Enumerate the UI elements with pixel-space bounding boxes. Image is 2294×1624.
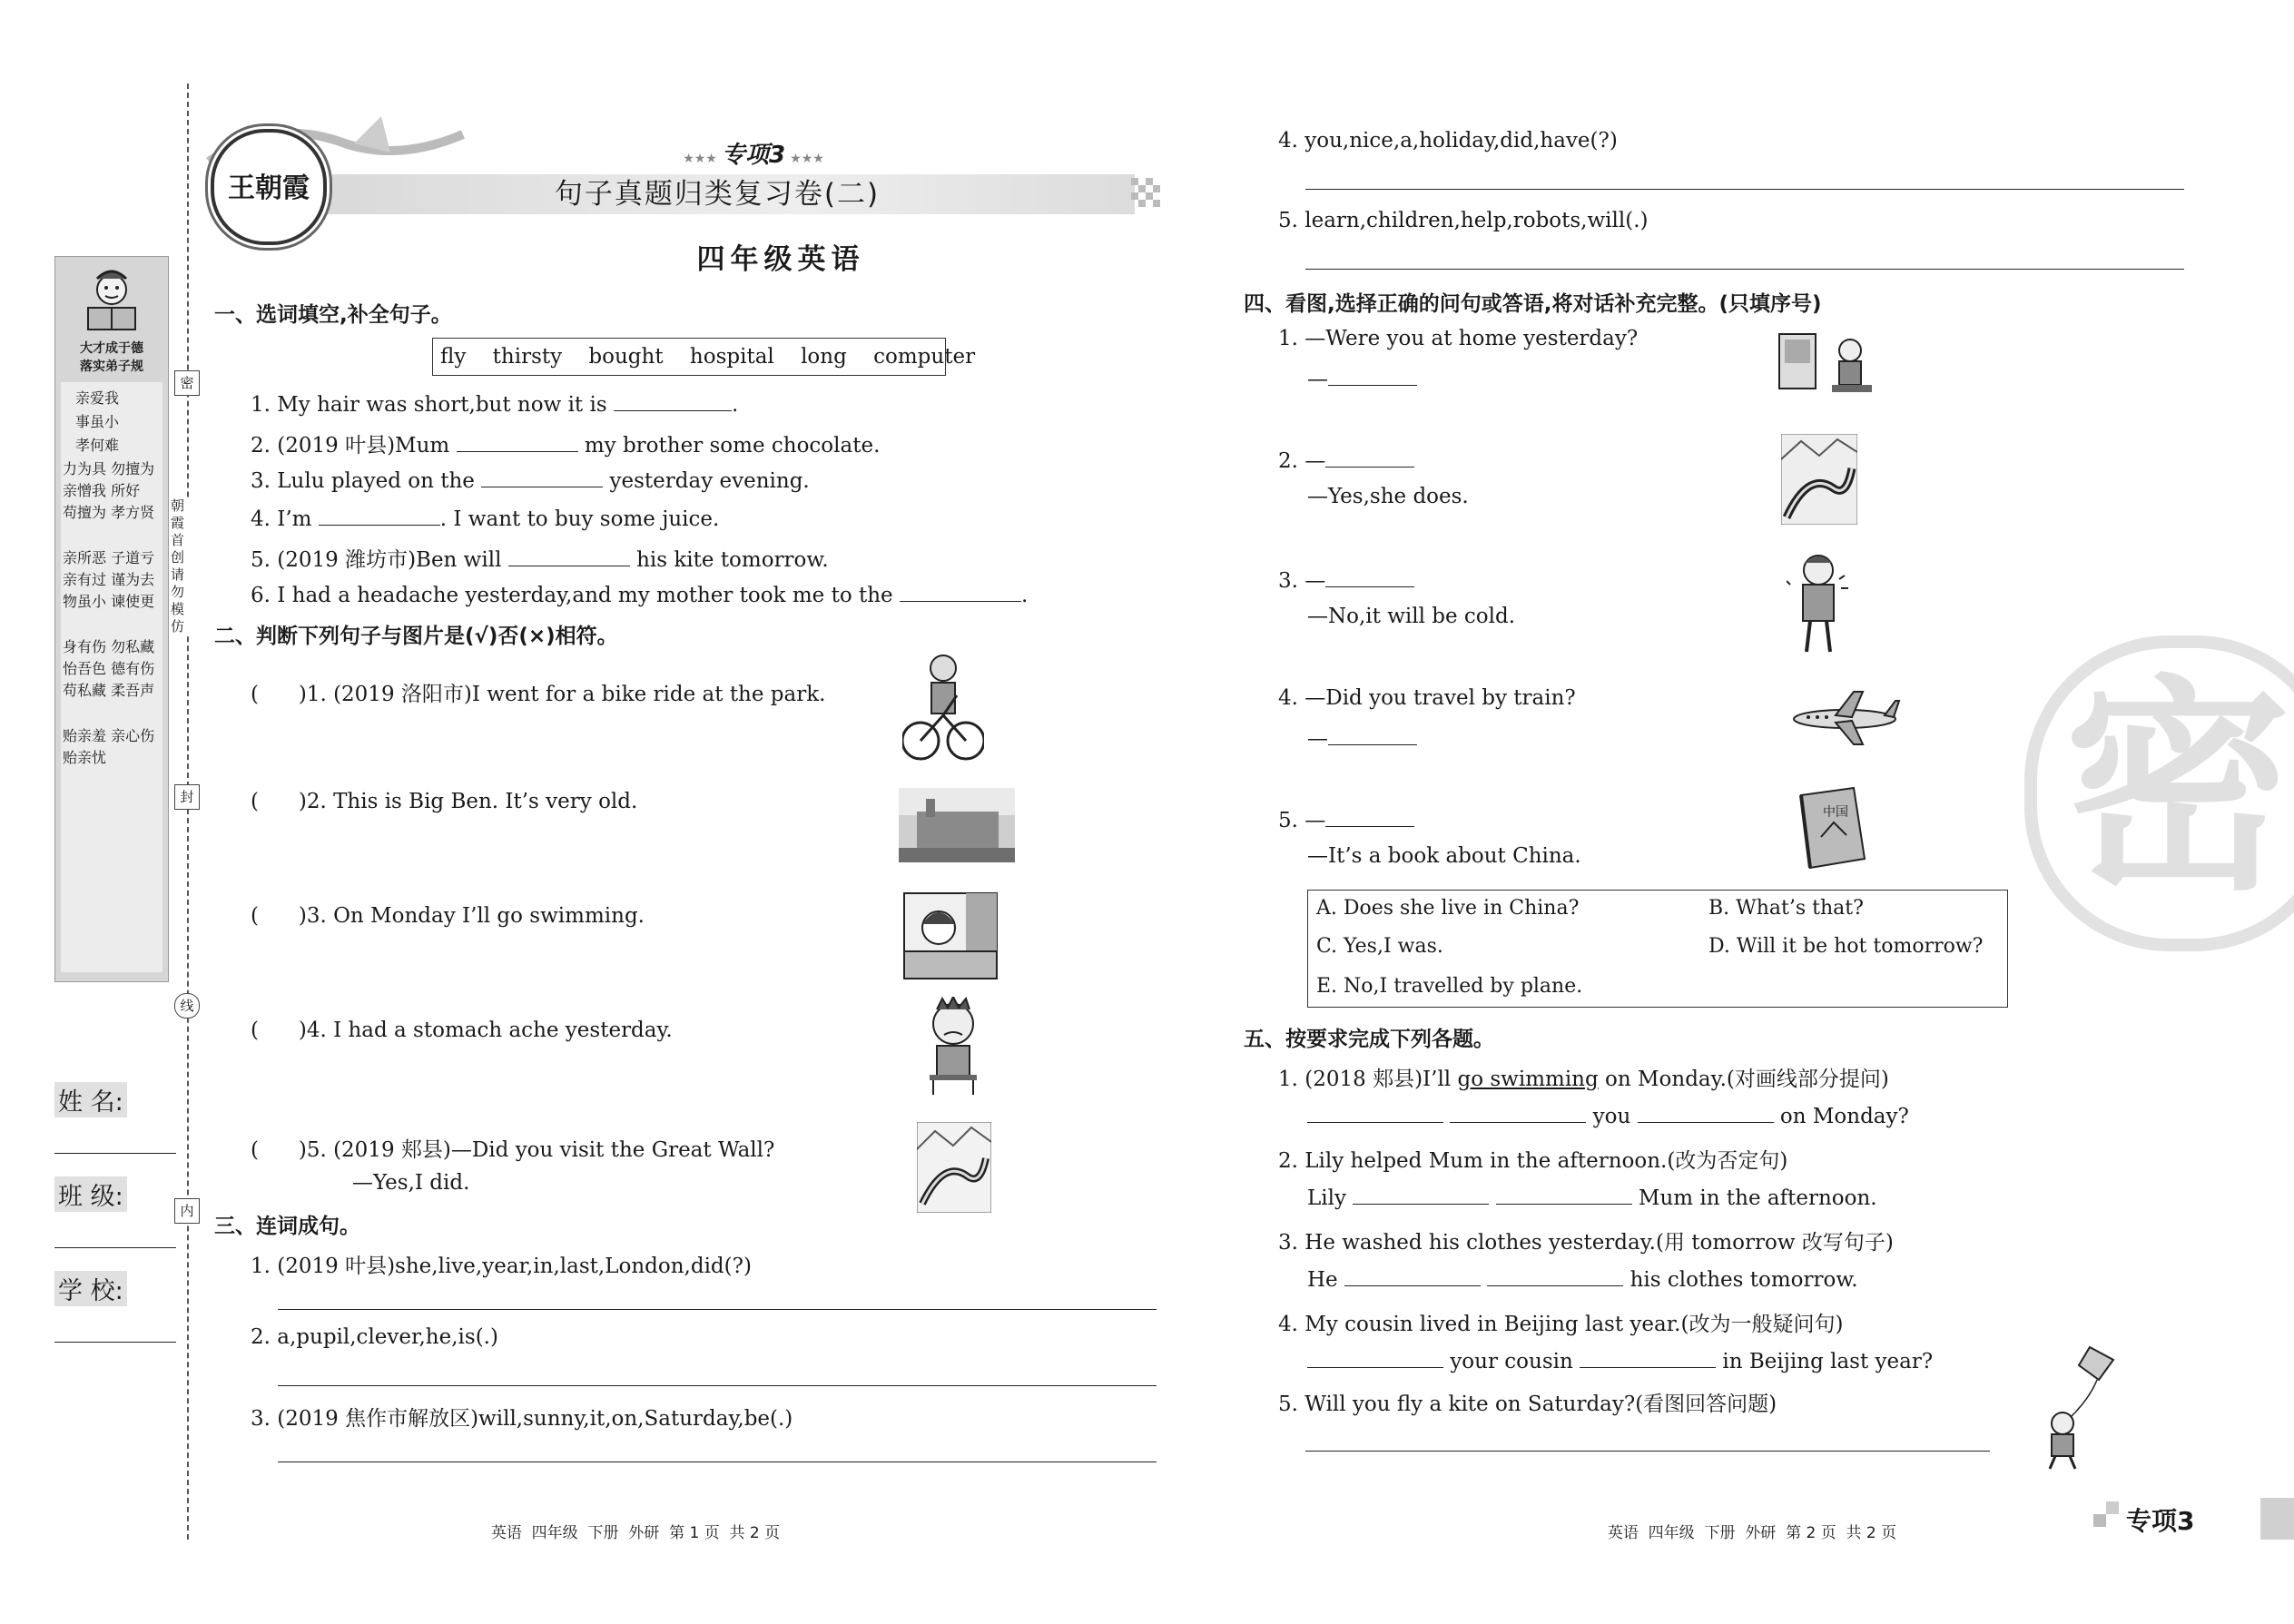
question-text: . (1020, 584, 1029, 607)
s1-q3 (251, 467, 810, 493)
boy-home-picture (1777, 330, 1874, 401)
s2-item4 (251, 1019, 673, 1042)
question-text: . I want to buy some juice. (439, 507, 720, 531)
answer-word: you (1592, 1105, 1631, 1128)
dialog-dash: 5. — (1278, 809, 1326, 832)
answer-blank[interactable] (1487, 1265, 1623, 1286)
verse-row (63, 638, 161, 656)
seal-mark-1: 密 (174, 370, 200, 396)
building-picture (899, 788, 1015, 862)
s3-q3: 3. (2019 焦作市解放区)will,sunny,it,on,Saturday,be(.) (251, 1407, 793, 1431)
section1-heading: 一、选词填空,补全句子。 (214, 303, 452, 327)
motto-panel (54, 256, 169, 982)
cold-boy-picture (1787, 552, 1850, 657)
answer-paren[interactable]: ( (251, 1019, 299, 1042)
star-icon: ★★★ (790, 152, 824, 166)
s4-item3-line2: —No,it will be cold. (1307, 605, 1516, 628)
verse-line: 物虽小 (63, 593, 107, 610)
s5-q4-answer (1307, 1347, 1933, 1373)
answer-blank[interactable] (1325, 447, 1414, 468)
answer-blank[interactable] (481, 467, 603, 487)
s2-item2 (251, 790, 637, 813)
word-bank-word: computer (873, 345, 976, 369)
s1-q2 (251, 428, 880, 458)
s1-q4 (251, 505, 719, 531)
page-subtitle: 四年级英语 (696, 243, 865, 276)
option-e: E. No,I travelled by plane. (1316, 975, 1583, 998)
verse-row (63, 682, 161, 700)
s2-item3 (251, 904, 645, 928)
s1-q5 (251, 543, 829, 573)
verse-line: 谏使更 (111, 593, 155, 610)
word-bank-word: fly (440, 345, 467, 369)
dialog-dash: — (1307, 727, 1328, 751)
s3-q4-answer-line[interactable] (1305, 189, 2184, 190)
tab-pattern (2106, 1501, 2119, 1514)
verse-line: 孝何难 (75, 437, 120, 454)
class-label: 班 级: (54, 1176, 127, 1212)
verse-row (63, 571, 161, 589)
verse-line: 亲心伤 (111, 727, 155, 744)
verse-line: 谨为去 (111, 571, 155, 588)
question-text: his kite tomorrow. (636, 548, 829, 572)
section3-heading: 三、连词成句。 (214, 1215, 360, 1238)
binding-line (187, 84, 189, 1540)
question-text: )4. I had a stomach ache yesterday. (298, 1019, 673, 1042)
verse-row (63, 660, 161, 678)
s2-item5 (251, 1133, 774, 1163)
seal-mark-2: 封 (174, 784, 200, 810)
answer-blank[interactable] (319, 505, 440, 526)
question-text: )5. (2019 郏县)—Did you visit the Great Wall? (298, 1138, 775, 1162)
s5-q2: 2. Lily helped Mum in the afternoon.(改为否定句) (1278, 1149, 1788, 1173)
series-label-row (635, 136, 871, 170)
answer-blank[interactable] (1307, 1102, 1443, 1123)
s1-q1 (251, 390, 738, 417)
stomach-ache-picture (919, 997, 988, 1097)
answer-blank[interactable] (1325, 806, 1414, 827)
plane-picture (1790, 688, 1901, 748)
great-wall-picture-2 (1781, 434, 1857, 525)
s5-q1 (1278, 1062, 1889, 1092)
verse-line: 所好 (111, 482, 141, 499)
page-title: 句子真题归类复习卷(二) (554, 178, 881, 211)
series-label: 专项3 (721, 142, 786, 169)
answer-blank[interactable] (1580, 1347, 1716, 1368)
verse-line: 怡吾色 (63, 660, 107, 677)
answer-blank[interactable] (1450, 1102, 1586, 1123)
option-c: C. Yes,I was. (1316, 935, 1443, 958)
bike-rider-picture (902, 650, 984, 768)
answer-blank[interactable] (1328, 365, 1417, 386)
verse-line: 身有伤 (63, 638, 107, 655)
s3-q5-answer-line[interactable] (1305, 269, 2184, 270)
question-text: 6. I had a headache yesterday,and my mother took me to the (251, 584, 893, 607)
answer-word: He (1307, 1268, 1338, 1292)
tab-label: 专项3 (2126, 1506, 2195, 1536)
question-text: 2. (2019 叶县)Mum (251, 434, 450, 458)
s3-q2-answer-line[interactable] (278, 1385, 1157, 1386)
s3-q4: 4. you,nice,a,holiday,did,have(?) (1278, 129, 1618, 153)
verse-line: 苟擅为 (63, 504, 107, 521)
answer-blank[interactable] (1307, 1347, 1443, 1368)
s4-item4-line1: 4. —Did you travel by train? (1278, 686, 1576, 710)
china-book-picture (1794, 786, 1868, 871)
s4-item1-line2 (1307, 365, 1417, 391)
kite-boy-picture (2035, 1343, 2130, 1471)
brand-mark: 王朝霞 (228, 172, 310, 204)
s5-q4: 4. My cousin lived in Beijing last year.(改为一般疑问句) (1278, 1313, 1844, 1336)
tab-bar (2260, 1498, 2294, 1540)
answer-blank[interactable] (508, 546, 630, 566)
s5-q3: 3. He washed his clothes yesterday.(用 tomorrow 改写句子) (1278, 1231, 1894, 1255)
question-text: on Monday.(对画线部分提问) (1598, 1068, 1889, 1091)
s5-q1-answer (1307, 1102, 1909, 1128)
s4-item5-line1 (1278, 806, 1414, 832)
answer-paren[interactable]: ( (251, 683, 299, 706)
verse-row (63, 749, 161, 767)
word-bank-word: bought (588, 345, 664, 369)
section4-heading: 四、看图,选择正确的问句或答语,将对话补充完整。(只填序号) (1244, 292, 1822, 316)
verse-line: 亲爱我 (75, 389, 120, 407)
verse-line: 苟私藏 (63, 682, 107, 699)
s2-item5-reply: —Yes,I did. (352, 1171, 470, 1195)
verse-line: 力为具 (63, 460, 107, 477)
s4-item4-line2 (1307, 724, 1417, 751)
verse-line: 亲有过 (63, 571, 107, 588)
s4-item2-line1 (1278, 447, 1414, 473)
star-icon: ★★★ (683, 152, 717, 166)
s3-q1: 1. (2019 叶县)she,live,year,in,last,London,did(?) (251, 1255, 752, 1278)
book-icon (1794, 786, 1868, 871)
verse-columns (63, 389, 161, 767)
question-text: 3. Lulu played on the (251, 469, 475, 493)
school-label: 学 校: (54, 1271, 127, 1306)
word-bank-word: hospital (689, 345, 774, 369)
question-text: yesterday evening. (609, 469, 810, 493)
answer-paren[interactable]: ( (251, 1138, 299, 1162)
answer-blank[interactable] (1328, 724, 1417, 745)
section2-heading: 二、判断下列句子与图片是(√)否(×)相符。 (214, 625, 618, 648)
s3-q1-answer-line[interactable] (278, 1309, 1157, 1310)
answer-word: in Beijing last year? (1722, 1350, 1934, 1373)
dialog-dash: 2. — (1278, 449, 1326, 473)
option-b: B. What’s that? (1708, 897, 1864, 920)
verse-line: 子道亏 (111, 549, 155, 566)
s2-item1 (251, 677, 825, 707)
verse-line: 勿私藏 (111, 638, 155, 655)
s1-q6 (251, 581, 1028, 607)
answer-blank[interactable] (457, 431, 578, 452)
underlined-phrase: go swimming (1457, 1068, 1599, 1091)
question-text: 4. I’m (251, 507, 312, 531)
side-note: 朝霞首创 请勿模仿 (171, 497, 189, 635)
s4-item5-line2: —It’s a book about China. (1307, 844, 1581, 868)
book-label: 中国 (1823, 805, 1848, 820)
question-text: my brother some chocolate. (584, 434, 881, 458)
s3-q2: 2. a,pupil,clever,he,is(.) (251, 1325, 498, 1349)
answer-word: Lily (1307, 1186, 1346, 1210)
answer-word: his clothes tomorrow. (1629, 1268, 1858, 1292)
question-text: 1. My hair was short,but now it is (251, 393, 607, 417)
verse-line: 亲憎我 (63, 482, 107, 499)
scholar-icon (75, 262, 148, 335)
motto-line1: 大才成于德 (80, 341, 143, 356)
verse-line: 贻亲忧 (63, 749, 107, 766)
answer-blank[interactable] (1638, 1102, 1774, 1123)
question-text: )2. This is Big Ben. It’s very old. (298, 790, 638, 813)
verse-line: 事虽小 (75, 413, 120, 430)
answer-blank[interactable] (1496, 1184, 1632, 1205)
answer-blank[interactable] (614, 390, 732, 411)
great-wall-picture (917, 1122, 991, 1213)
verse-line: 亲所恶 (63, 549, 107, 566)
verse-line: 柔吾声 (111, 682, 155, 699)
checker-decoration (1131, 178, 1167, 214)
verse-line: 勿擅为 (111, 460, 155, 477)
footer-page1: 英语 四年级 下册 外研 第 1 页 共 2 页 (490, 1524, 781, 1542)
option-d: D. Will it be hot tomorrow? (1708, 935, 1984, 958)
verse-line: 孝方贤 (111, 504, 155, 521)
answer-blank[interactable] (1344, 1265, 1481, 1286)
question-text: 5. (2019 潍坊市)Ben will (251, 548, 502, 572)
verse-row (63, 593, 161, 611)
footer-page2: 英语 四年级 下册 外研 第 2 页 共 2 页 (1607, 1524, 1897, 1542)
answer-paren[interactable]: ( (251, 790, 299, 813)
answer-blank[interactable] (1325, 566, 1414, 587)
s4-item1-line1: 1. —Were you at home yesterday? (1278, 327, 1639, 350)
name-field[interactable] (54, 1153, 176, 1154)
answer-word: on Monday? (1779, 1105, 1909, 1128)
verse-line: 贻亲羞 (63, 727, 107, 744)
word-bank-word: long (801, 345, 847, 369)
question-text: . (731, 393, 739, 417)
answer-word: your cousin (1450, 1350, 1573, 1373)
class-field[interactable] (54, 1247, 176, 1248)
verse-row (63, 727, 161, 745)
watermark (2024, 635, 2294, 951)
option-a: A. Does she live in China? (1316, 897, 1580, 920)
motto-line2: 落实弟子规 (80, 359, 143, 374)
tab-pattern (2093, 1514, 2106, 1527)
question-text: )1. (2019 洛阳市)I went for a bike ride at the park. (298, 683, 826, 706)
s5-q5-answer-line[interactable] (1305, 1451, 1990, 1452)
seal-mark-4: 内 (174, 1198, 200, 1224)
question-text: )3. On Monday I’ll go swimming. (298, 904, 645, 928)
footer-tab (2093, 1498, 2294, 1540)
s5-q5: 5. Will you fly a kite on Saturday?(看图回答问题) (1278, 1393, 1777, 1416)
s3-q5: 5. learn,children,help,robots,will(.) (1278, 209, 1649, 232)
question-text: 1. (2018 郏县)I’ll (1278, 1068, 1458, 1091)
verse-line: 德有伤 (111, 660, 155, 677)
verse-row (63, 482, 161, 500)
answer-blank[interactable] (1353, 1184, 1489, 1205)
answer-word: Mum in the afternoon. (1638, 1186, 1877, 1210)
s5-q3-answer (1307, 1265, 1858, 1292)
word-bank (432, 338, 976, 376)
name-label: 姓 名: (54, 1082, 127, 1117)
answer-blank[interactable] (900, 581, 1021, 602)
answer-paren[interactable]: ( (251, 904, 299, 928)
verse-row (63, 549, 161, 567)
s4-item2-line2: —Yes,she does. (1307, 485, 1469, 508)
girl-window-picture (902, 891, 999, 980)
watermark-char: 密 (2064, 656, 2291, 920)
seal-mark-3: 线 (174, 993, 200, 1019)
word-bank-word: thirsty (492, 345, 563, 369)
dialog-dash: — (1307, 368, 1328, 391)
verse-row (63, 504, 161, 522)
s5-q2-answer (1307, 1184, 1877, 1210)
section5-heading: 五、按要求完成下列各题。 (1244, 1028, 1494, 1051)
s4-item3-line1 (1278, 566, 1414, 593)
school-field[interactable] (54, 1342, 176, 1343)
dialog-dash: 3. — (1278, 569, 1326, 593)
verse-row (63, 460, 161, 478)
